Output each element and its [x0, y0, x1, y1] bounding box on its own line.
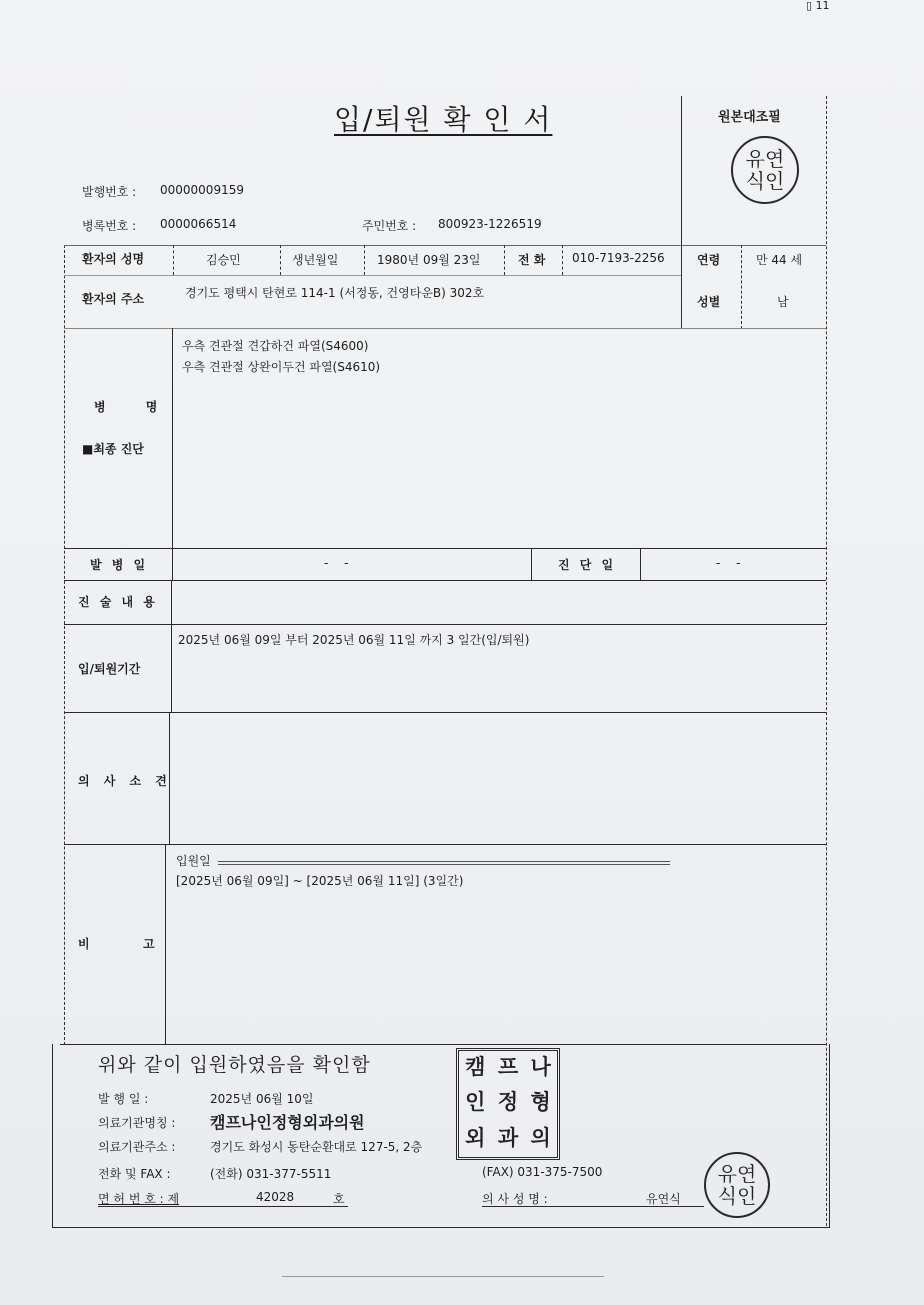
institution-phone: (전화) 031-377-5511 [210, 1167, 332, 1181]
cell-divider [562, 245, 563, 275]
footer-left-border [52, 1044, 53, 1227]
hospital-seal [456, 1048, 560, 1160]
treatment-row-bottom [64, 624, 826, 625]
cell-divider [531, 548, 532, 581]
label-column-divider [172, 548, 173, 581]
remarks-label-b: 고 [143, 937, 155, 951]
issue-number-label: 발행번호 : [82, 185, 137, 199]
seal-char: 정 [497, 1090, 519, 1115]
license-underline [98, 1206, 348, 1207]
cell-divider [364, 245, 365, 275]
cell-divider [640, 548, 641, 581]
final-diagnosis-label: ■최종 진단 [82, 442, 144, 456]
remarks-rule [218, 861, 670, 862]
period-value: 2025년 06월 09일 부터 2025년 06월 11일 까지 3 일간(입/퇴원) [178, 633, 530, 647]
seal-char: 프 [497, 1055, 519, 1079]
right-outer-border [826, 96, 827, 1226]
institution-address: 경기도 화성시 동탄순환대로 127-5, 2층 [210, 1140, 423, 1154]
institution-label: 의료기관명칭 : [98, 1116, 176, 1130]
address-row-bottom [64, 328, 826, 329]
patient-name: 김승민 [206, 253, 241, 267]
resident-number-value: 800923-1226519 [438, 217, 542, 231]
age-value: 만 44 세 [756, 253, 803, 267]
diag-date-label: 진 단 일 [558, 558, 617, 572]
doctor-seal-top: 유연 식인 [731, 136, 799, 204]
opinion-row-bottom [64, 844, 826, 845]
patient-row-divider [64, 275, 681, 276]
remarks-line-2: [2025년 06월 09일] ~ [2025년 06월 11일] (3일간) [176, 874, 464, 888]
label-column-divider [171, 624, 172, 712]
remarks-label-a: 비 [78, 937, 90, 951]
institution-fax: (FAX) 031-375-7500 [482, 1165, 603, 1179]
remarks-rule [218, 864, 670, 865]
seal-char: 캠 [465, 1055, 486, 1079]
birth-value: 1980년 09월 23일 [377, 253, 481, 267]
seal-char: 인 [465, 1090, 486, 1115]
remarks-line-1: 입원일 [176, 854, 211, 868]
institution-address-label: 의료기관주소 : [98, 1140, 176, 1154]
resident-number-label: 주민번호 : [362, 219, 417, 233]
diagnosis-line-2: 우측 견관절 상완이두건 파열(S4610) [182, 360, 381, 374]
doctor-name: 유연식 [646, 1192, 681, 1206]
onset-value: - - [324, 556, 355, 570]
cell-divider [173, 245, 174, 275]
treatment-label: 진 술 내 용 [78, 595, 158, 609]
page-corner-mark [806, 0, 830, 12]
footer-right-border [829, 1044, 830, 1227]
doctor-underline [482, 1206, 704, 1207]
seal-char: 과 [497, 1125, 519, 1150]
label-column-divider [165, 844, 166, 1044]
seal-char: 형 [530, 1090, 551, 1115]
document-title: 입/퇴원 확 인 서 [334, 103, 553, 136]
issue-number-value: 00000009159 [160, 183, 244, 197]
label-column-divider [172, 328, 173, 548]
institution-name: 캠프나인정형외과의원 [210, 1113, 365, 1132]
patient-name-label: 환자의 성명 [82, 252, 145, 266]
diagnosis-label: 병 명 [94, 400, 176, 414]
original-check-label: 원본대조필 [718, 110, 781, 125]
issue-date-label: 발 행 일 : [98, 1092, 149, 1106]
address-value: 경기도 평택시 탄현로 114-1 (서정동, 건영타운B) 302호 [185, 286, 485, 300]
footer-bottom-border [52, 1227, 830, 1228]
onset-row-bottom [64, 580, 826, 581]
corner-page-icon: ▯ [806, 0, 813, 12]
cell-divider [280, 245, 281, 275]
confirm-statement: 위와 같이 입원하였음을 확인함 [98, 1054, 371, 1076]
record-number-label: 병록번호 : [82, 219, 137, 233]
address-label: 환자의 주소 [82, 292, 145, 306]
table-left-border [64, 245, 65, 1045]
license-number: 42028 [256, 1190, 295, 1204]
doctor-name-label: 의 사 성 명 : [482, 1192, 548, 1206]
phone-fax-label: 전화 및 FAX : [98, 1167, 171, 1181]
seal-char: 나 [530, 1055, 551, 1079]
cell-divider [741, 245, 742, 329]
doctor-seal-bottom: 유연 식인 [704, 1152, 770, 1218]
bottom-faint-rule [282, 1276, 604, 1277]
phone-value: 010-7193-2256 [572, 251, 665, 265]
sex-label: 성별 [697, 295, 721, 309]
record-number-value: 0000066514 [160, 217, 237, 231]
age-label: 연령 [697, 253, 721, 267]
seal-char: 외 [465, 1125, 486, 1150]
patient-row-top [64, 245, 826, 246]
period-label: 입/퇴원기간 [78, 662, 141, 676]
onset-label: 발 병 일 [90, 558, 149, 572]
license-label: 면 허 번 호 : 제 [98, 1192, 180, 1206]
cell-divider [681, 245, 682, 329]
issue-date-value: 2025년 06월 10일 [210, 1092, 314, 1106]
opinion-label: 의 사 소 견 [78, 774, 172, 788]
diag-date-value: - - [716, 556, 747, 570]
birth-label: 생년월일 [292, 253, 339, 267]
seal-char: 의 [530, 1125, 551, 1150]
corner-page-number: 11 [815, 0, 830, 12]
remarks-row-bottom [60, 1044, 826, 1045]
period-row-bottom [64, 712, 826, 713]
label-column-divider [171, 580, 172, 624]
cell-divider [504, 245, 505, 275]
phone-label: 전 화 [518, 253, 546, 267]
sex-value: 남 [777, 295, 789, 309]
diagnosis-bottom [64, 548, 826, 549]
diagnosis-line-1: 우측 견관절 견갑하건 파열(S4600) [182, 339, 369, 353]
license-suffix: 호 [333, 1192, 345, 1206]
